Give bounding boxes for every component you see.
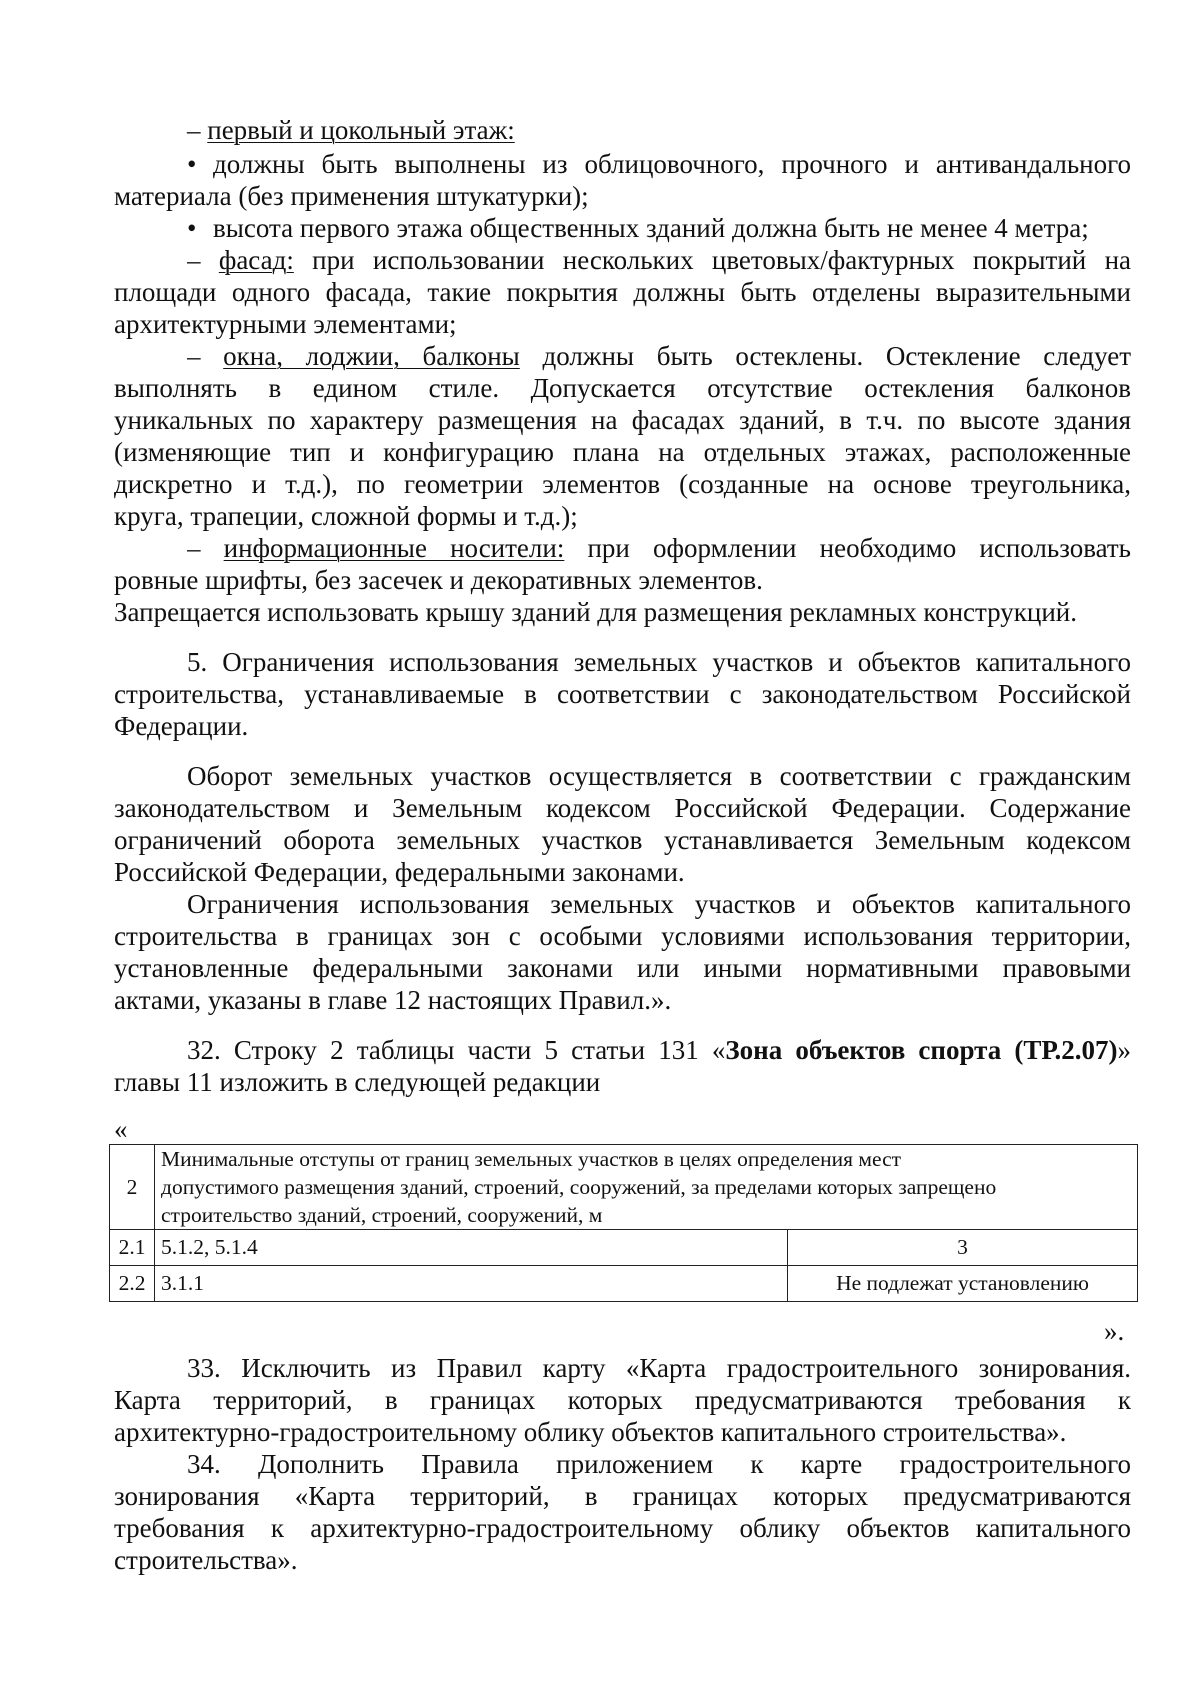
header-line: допустимого размещения зданий, строений, сооружений, за пределами которых запрещено	[161, 1175, 997, 1199]
text-line: законодательством и Земельным кодексом Российской Федерации. Содержание	[114, 793, 1131, 823]
text-line: дискретно и т.д.), по геометрии элементов (созданные на основе треугольника,	[114, 469, 1131, 499]
text-line: главы 11 изложить в следующей редакции	[114, 1067, 601, 1097]
item-title: первый и цокольный этаж:	[207, 115, 515, 145]
text-line: уникальных по характеру размещения на фасадах зданий, в т.ч. по высоте здания	[114, 405, 1131, 435]
bullet-line	[187, 212, 1131, 244]
bullet-icon: •	[187, 149, 197, 179]
text: »	[1117, 1035, 1131, 1065]
table-cell-value: Не подлежат установлению	[788, 1266, 1138, 1302]
table-cell-num: 2.1	[110, 1230, 155, 1266]
text-line: установленные федеральными законами или иными нормативными правовыми	[114, 953, 1131, 983]
bullet-line	[187, 148, 1131, 180]
text: должны быть остеклены. Остекление следует	[519, 341, 1131, 371]
table-cell-code: 3.1.1	[155, 1266, 788, 1302]
text-line: ограничений оборота земельных участков устанавливается Земельным кодексом	[114, 825, 1131, 855]
table-row	[110, 1266, 1138, 1302]
item-title: информационные носители:	[223, 533, 565, 563]
dash: –	[187, 245, 219, 275]
table-cell-num: 2.2	[110, 1266, 155, 1302]
text-line: требования к архитектурно-градостроительному облику объектов капитального	[114, 1513, 1131, 1543]
header-line: Минимальные отступы от границ земельных участков в целях определения мест	[161, 1147, 902, 1171]
text-line: строительства, устанавливаемые в соответствии с законодательством Российской	[114, 679, 1131, 709]
text-line: строительства в границах зон с особыми условиями использования территории,	[114, 921, 1131, 951]
paragraph-line: Ограничения использования земельных участков и объектов капитального	[187, 889, 1131, 919]
text-line: зонирования «Карта территорий, в границах которых предусматриваются	[114, 1481, 1131, 1511]
item-first-floor	[187, 114, 1131, 146]
table-row	[110, 1230, 1138, 1266]
table-header-row	[110, 1145, 1138, 1230]
text: 32. Строку 2 таблицы части 5 статьи 131 «	[187, 1035, 726, 1065]
item-34: 34. Дополнить Правила приложением к карте градостроительного	[187, 1449, 1131, 1479]
bullet-icon: •	[187, 213, 197, 243]
roof-ban-line: Запрещается использовать крышу зданий для размещения рекламных конструкций.	[114, 597, 1077, 627]
dash: –	[187, 115, 208, 145]
text-line: площади одного фасада, такие покрытия должны быть отделены выразительными	[114, 277, 1131, 307]
text-line: ровные шрифты, без засечек и декоративных элементов.	[114, 565, 763, 595]
text-line: Российской Федерации, федеральными законами.	[114, 857, 685, 887]
text-line: строительства».	[114, 1545, 298, 1575]
item-32	[187, 1034, 1131, 1066]
item-title: фасад:	[218, 245, 294, 275]
table-header-text	[155, 1145, 1138, 1230]
text-line: архитектурно-градостроительному облику объектов капитального строительства».	[114, 1417, 1067, 1447]
text-line: выполнять в едином стиле. Допускается отсутствие остекления балконов	[114, 373, 1131, 403]
paragraph-line: Оборот земельных участков осуществляется в соответствии с гражданским	[187, 761, 1131, 791]
dash: –	[187, 341, 224, 371]
zone-name: Зона объектов спорта (ТР.2.07)	[725, 1035, 1118, 1065]
text-line: круга, трапеции, сложной формы и т.д.);	[114, 501, 578, 531]
item-windows	[187, 340, 1131, 372]
closing-quote: ».	[1104, 1316, 1125, 1346]
table-cell-num: 2	[110, 1145, 155, 1230]
text: при использовании нескольких цветовых/фактурных покрытий на	[293, 245, 1131, 275]
table-cell-code: 5.1.2, 5.1.4	[155, 1230, 788, 1266]
text-line: актами, указаны в главе 12 настоящих Правил.».	[114, 985, 672, 1015]
text-line: (изменяющие тип и конфигурацию плана на отдельных этажах, расположенные	[114, 437, 1131, 467]
opening-quote: «	[114, 1114, 128, 1144]
text: при оформлении необходимо использовать	[564, 533, 1131, 563]
item-33: 33. Исключить из Правил карту «Карта градостроительного зонирования.	[187, 1353, 1131, 1383]
text: высота первого этажа общественных зданий должна быть не менее 4 метра;	[213, 213, 1089, 243]
text-line: Федерации.	[114, 711, 249, 741]
item-title: окна, лоджии, балконы	[223, 341, 520, 371]
table-cell-value: 3	[788, 1230, 1138, 1266]
dash: –	[187, 533, 224, 563]
item-facade	[187, 244, 1131, 276]
item-info-carriers	[187, 532, 1131, 564]
header-line: строительство зданий, строений, сооружений, м	[161, 1203, 603, 1227]
text: должны быть выполнены из облицовочного, прочного и антивандального	[213, 149, 1131, 179]
text-line: материала (без применения штукатурки);	[114, 181, 589, 211]
setback-table	[109, 1144, 1138, 1302]
text-line: архитектурными элементами;	[114, 309, 457, 339]
text-line: Карта территорий, в границах которых предусматриваются требования к	[114, 1385, 1131, 1415]
section-5-title: 5. Ограничения использования земельных участков и объектов капитального	[187, 647, 1131, 677]
